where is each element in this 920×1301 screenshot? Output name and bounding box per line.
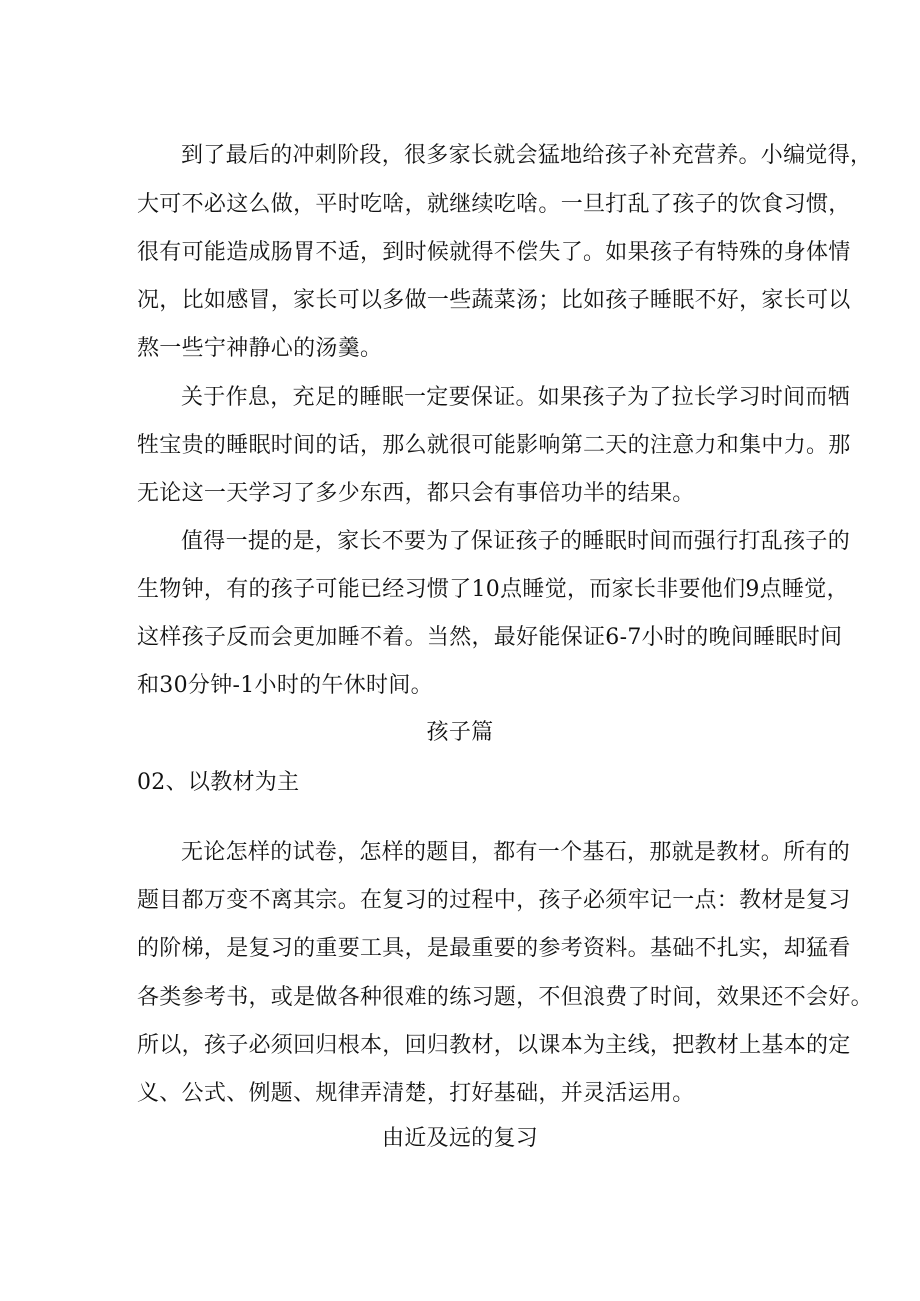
- text-line: 牲宝贵的睡眠时间的话，那么就很可能影响第二天的注意力和集中力。那: [137, 433, 851, 458]
- text-line: 大可不必这么做，平时吃啥，就继续吃啥。一旦打乱了孩子的饮食习惯，: [137, 192, 851, 217]
- text-line: 关于作息，充足的睡眠一定要保证。如果孩子为了拉长学习时间而牺: [181, 385, 851, 410]
- text-line: 值得一提的是，家长不要为了保证孩子的睡眠时间而强行打乱孩子的: [181, 529, 851, 554]
- text-line: 和30分钟-1小时的午休时间。: [137, 673, 433, 698]
- text-line: 这样孩子反而会更加睡不着。当然，最好能保证6-7小时的晚间睡眠时间: [137, 625, 843, 650]
- text-line: 况，比如感冒，家长可以多做一些蔬菜汤；比如孩子睡眠不好，家长可以: [137, 288, 851, 313]
- text-line: 生物钟，有的孩子可能已经习惯了10点睡觉，而家长非要他们9点睡觉，: [137, 577, 849, 602]
- text-line: 义、公式、例题、规律弄清楚，打好基础，并灵活运用。: [137, 1081, 695, 1106]
- text-line: 无论这一天学习了多少东西，都只会有事倍功半的结果。: [137, 481, 695, 506]
- text-line: 很有可能造成肠胃不适，到时候就得不偿失了。如果孩子有特殊的身体情: [137, 240, 851, 265]
- text-line: 的阶梯，是复习的重要工具，是最重要的参考资料。基础不扎实，却猛看: [137, 936, 851, 961]
- text-line: 题目都万变不离其宗。在复习的过程中，孩子必须牢记一点：教材是复习: [137, 888, 851, 913]
- section-heading-review: 由近及远的复习: [381, 1126, 539, 1151]
- text-line: 熬一些宁神静心的汤羹。: [137, 336, 383, 361]
- text-line: 到了最后的冲刺阶段，很多家长就会猛地给孩子补充营养。小编觉得，: [181, 143, 873, 168]
- subheading-textbook: 02、以教材为主: [137, 770, 300, 795]
- text-line: 各类参考书，或是做各种很难的练习题，不但浪费了时间，效果还不会好。: [137, 985, 873, 1010]
- text-line: 无论怎样的试卷，怎样的题目，都有一个基石，那就是教材。所有的: [181, 840, 851, 865]
- section-heading-children: 孩子篇: [426, 720, 494, 745]
- text-line: 所以，孩子必须回归根本，回归教材，以课本为主线，把教材上基本的定: [137, 1033, 851, 1058]
